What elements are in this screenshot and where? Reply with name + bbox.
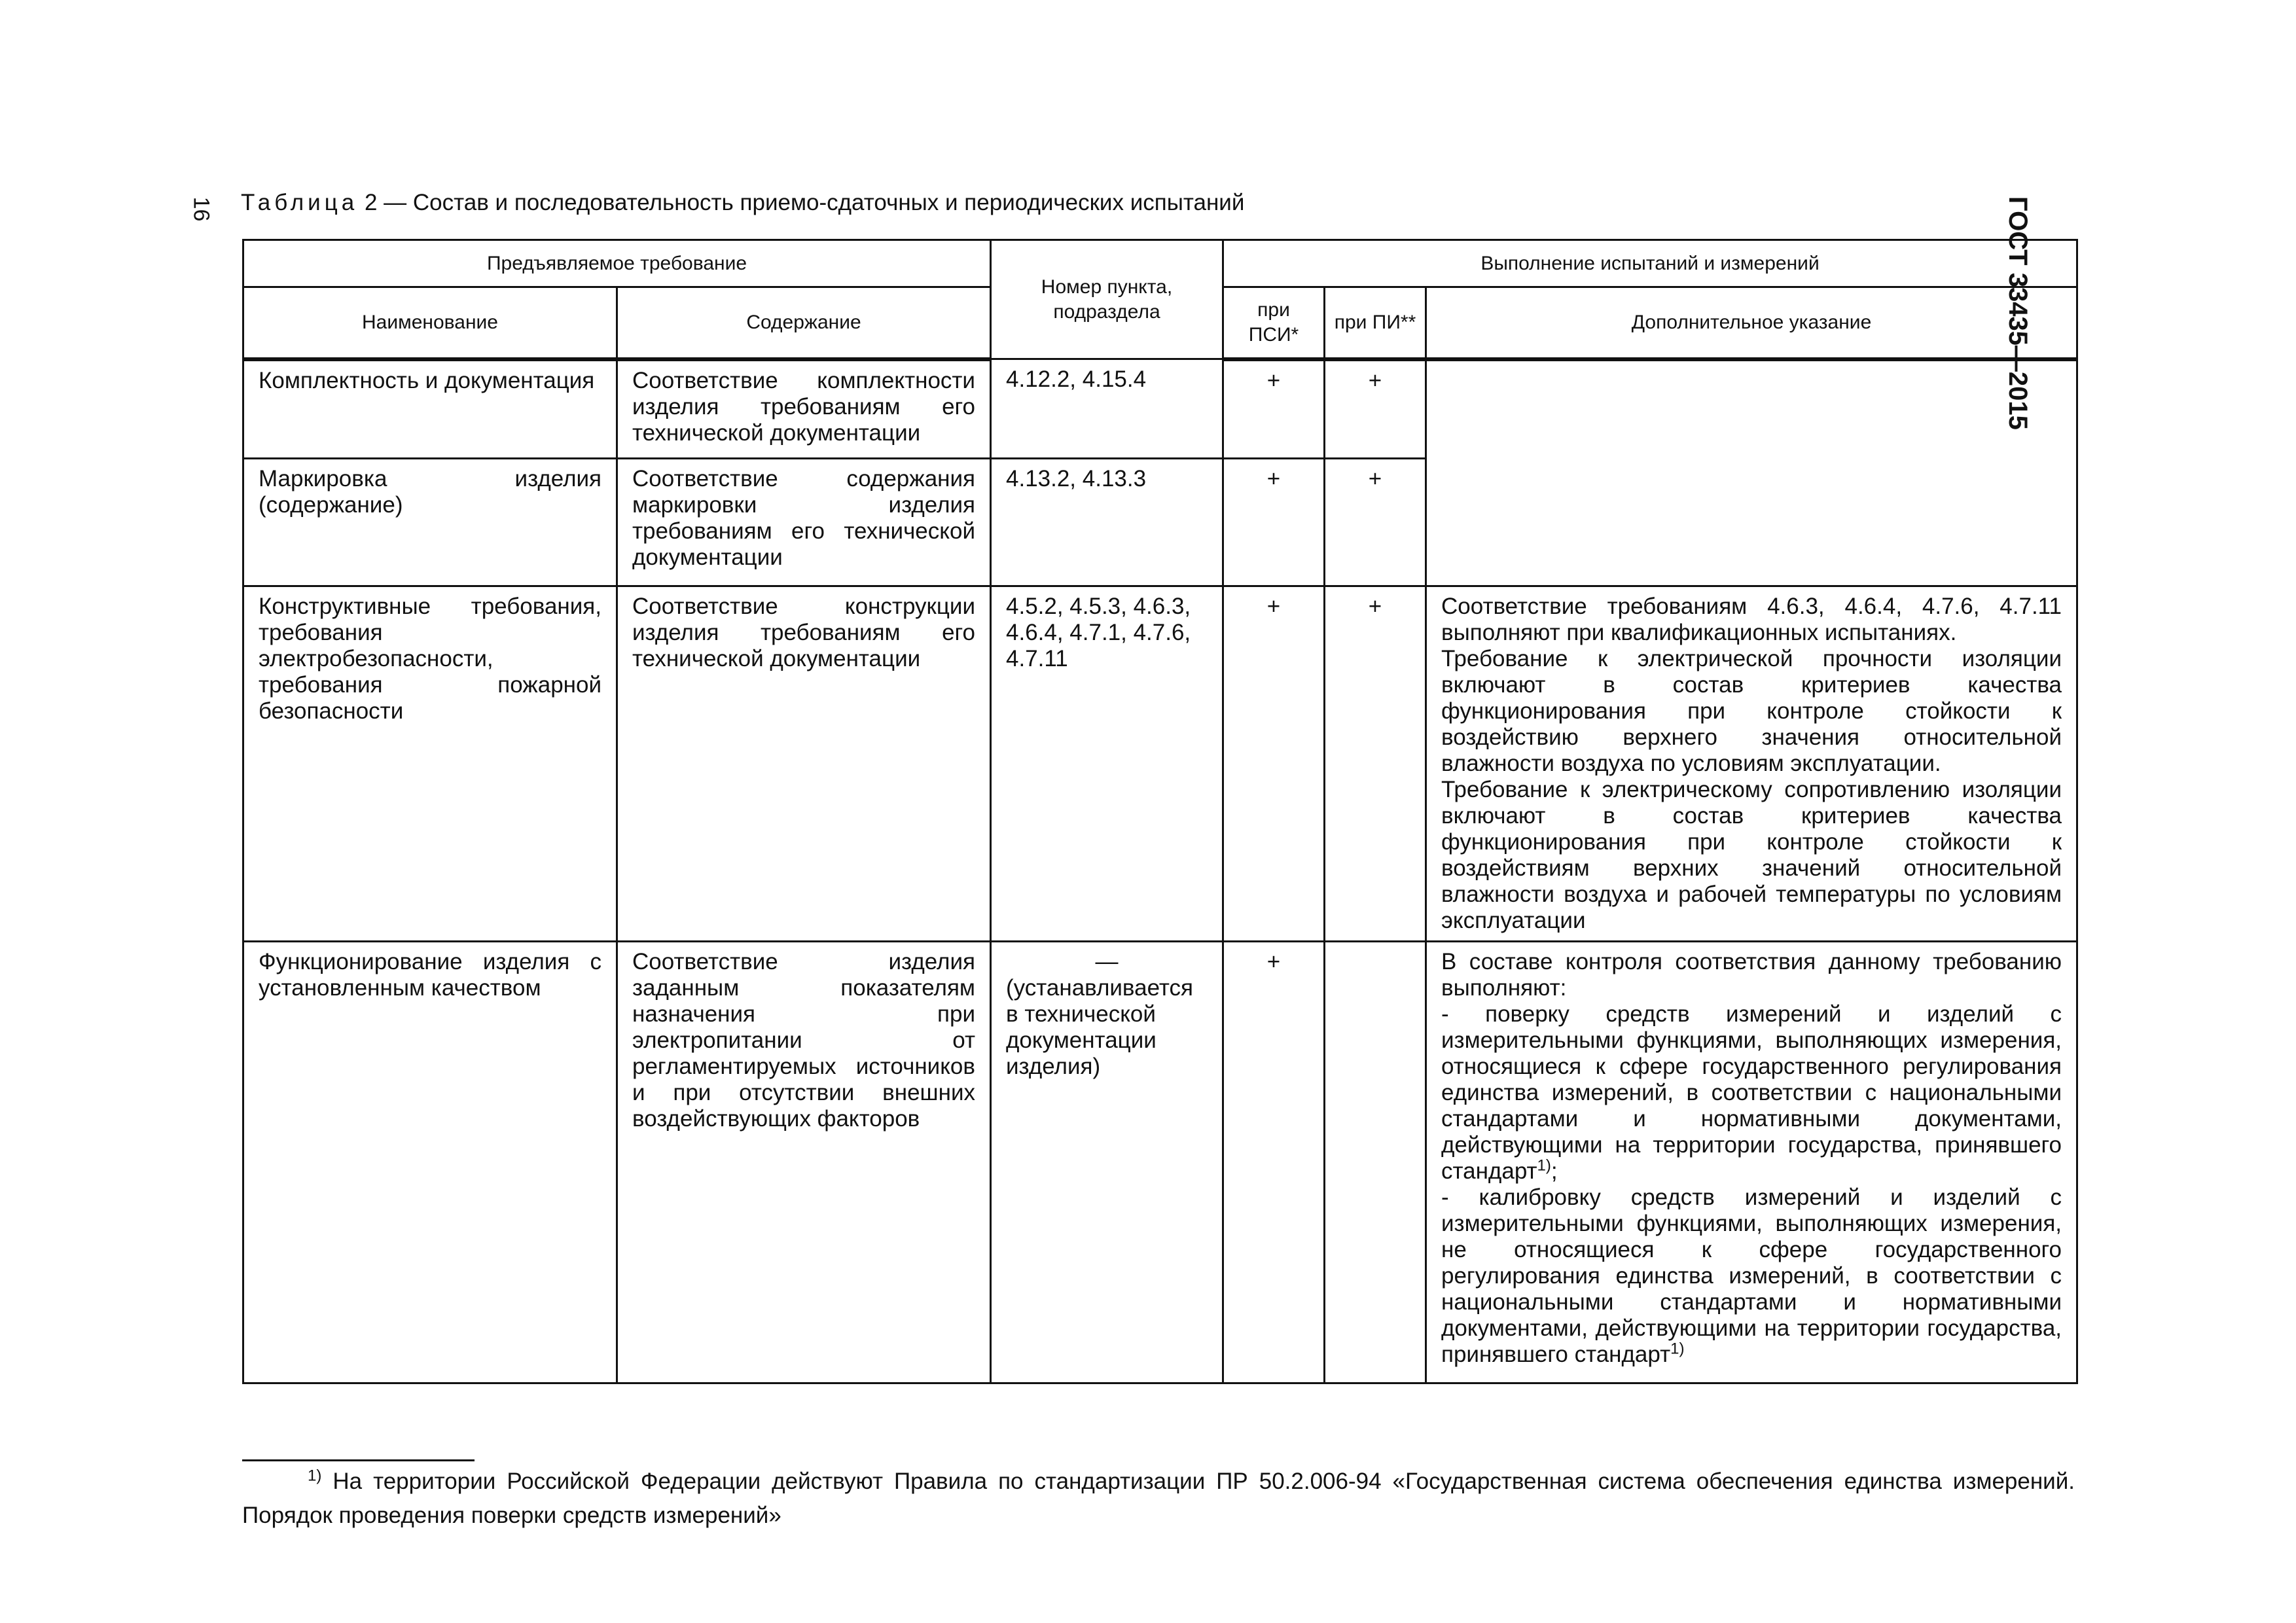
row-pi [1325, 942, 1426, 1383]
row-pi: + [1325, 459, 1426, 586]
header-requirement: Предъявляемое требование [243, 240, 991, 287]
tests-table [242, 239, 2078, 1384]
header-pi: при ПИ** [1325, 287, 1426, 359]
row-content: Соответствие комплектности изделия требованиям его технической документации [617, 359, 991, 459]
note-paragraph: В составе контроля соответствия данному требованию выполняют: [1441, 949, 2062, 1001]
row-clause: 4.13.2, 4.13.3 [991, 459, 1223, 586]
note-paragraph: Соответствие требованиям 4.6.3, 4.6.4, 4.7.6, 4.7.11 выполняют при квалификационных испытаниях. [1441, 594, 2062, 645]
header-clause: Номер пункта, подраздела [991, 240, 1223, 359]
row-psi: + [1223, 459, 1325, 586]
table-row [243, 942, 2077, 1383]
footnote-divider [242, 1459, 475, 1461]
footnote-text: На территории Российской Федерации действуют Правила по стандартизации ПР 50.2.006-94 «Государственная система обеспечения единства измерений. Порядок проведения поверки средств измерений» [242, 1469, 2075, 1528]
row-name: Комплектность и документация [243, 359, 617, 459]
row-note [1426, 359, 2077, 586]
table-row [243, 586, 2077, 942]
caption-text: 2 — Состав и последовательность приемо-сдаточных и периодических испытаний [364, 190, 1245, 215]
row-content: Соответствие содержания маркировки изделия требованиям его технической документации [617, 459, 991, 586]
row-note [1426, 586, 2077, 942]
row-psi: + [1223, 942, 1325, 1383]
clause-text: (устанавливается в технической документации изделия) [1006, 975, 1193, 1079]
row-name: Конструктивные требования, требования электробезопасности, требования пожарной безопасности [243, 586, 617, 942]
table-row [243, 359, 2077, 459]
header-name: Наименование [243, 287, 617, 359]
row-clause: 4.12.2, 4.15.4 [991, 359, 1223, 459]
row-content: Соответствие конструкции изделия требованиям его технической документации [617, 586, 991, 942]
note-paragraph [1441, 1001, 2062, 1185]
header-row-1 [243, 240, 2077, 287]
header-content: Содержание [617, 287, 991, 359]
row-name: Маркировка изделия (содержание) [243, 459, 617, 586]
row-clause: 4.5.2, 4.5.3, 4.6.3, 4.6.4, 4.7.1, 4.7.6, 4.7.11 [991, 586, 1223, 942]
caption-label: Таблица [241, 190, 359, 215]
note-text: - калибровку средств измерений и изделий с измерительными функциями, выполняющих измерения, не относящиеся к сфере государственного регулирования единства измерений, в соответствии с национальными стандартами и нормативными документами, действующими на территории государства, принявшего стандарт [1441, 1185, 2062, 1367]
page-number: 16 [188, 196, 214, 222]
header-note: Дополнительное указание [1426, 287, 2077, 359]
footnote [242, 1465, 2075, 1533]
header-execution: Выполнение испытаний и измерений [1223, 240, 2077, 287]
row-content: Соответствие изделия заданным показателям назначения при электропитании от регламентируемых источников и при отсутствии внешних воздействующих факторов [617, 942, 991, 1383]
note-paragraph: Требование к электрической прочности изоляции включают в состав критериев качества функционирования при контроле стойкости к воздействию верхнего значения относительной влажности воздуха по условиям эксплуатации. [1441, 646, 2062, 776]
document-code-text: ГОСТ 33435—2015 [2003, 196, 2032, 430]
header-psi: при ПСИ* [1223, 287, 1325, 359]
row-pi: + [1325, 359, 1426, 459]
footnote-ref[interactable]: 1) [1537, 1156, 1551, 1175]
footnote-ref[interactable]: 1) [1670, 1340, 1685, 1358]
note-paragraph: Требование к электрическому сопротивлению изоляции включают в состав критериев качества функционирования при контроле стойкости к воздействиям верхних значений относительной влажности воздуха и рабочей температуры по условиям эксплуатации [1441, 777, 2062, 933]
row-psi: + [1223, 586, 1325, 942]
row-clause [991, 942, 1223, 1383]
row-psi: + [1223, 359, 1325, 459]
note-text-end: ; [1551, 1158, 1558, 1184]
footnote-marker: 1) [308, 1467, 322, 1485]
clause-dash: — [1095, 949, 1119, 974]
row-name: Функционирование изделия с установленным качеством [243, 942, 617, 1383]
row-pi: + [1325, 586, 1426, 942]
row-note [1426, 942, 2077, 1383]
note-paragraph [1441, 1185, 2062, 1368]
table-caption [241, 190, 1244, 216]
note-text: - поверку средств измерений и изделий с измерительными функциями, выполняющих измерения, относящиеся к сфере государственного регулирования единства измерений, в соответствии с национальными стандартами и нормативными документами, действующими на территории государства, принявшего стандарт [1441, 1001, 2062, 1184]
